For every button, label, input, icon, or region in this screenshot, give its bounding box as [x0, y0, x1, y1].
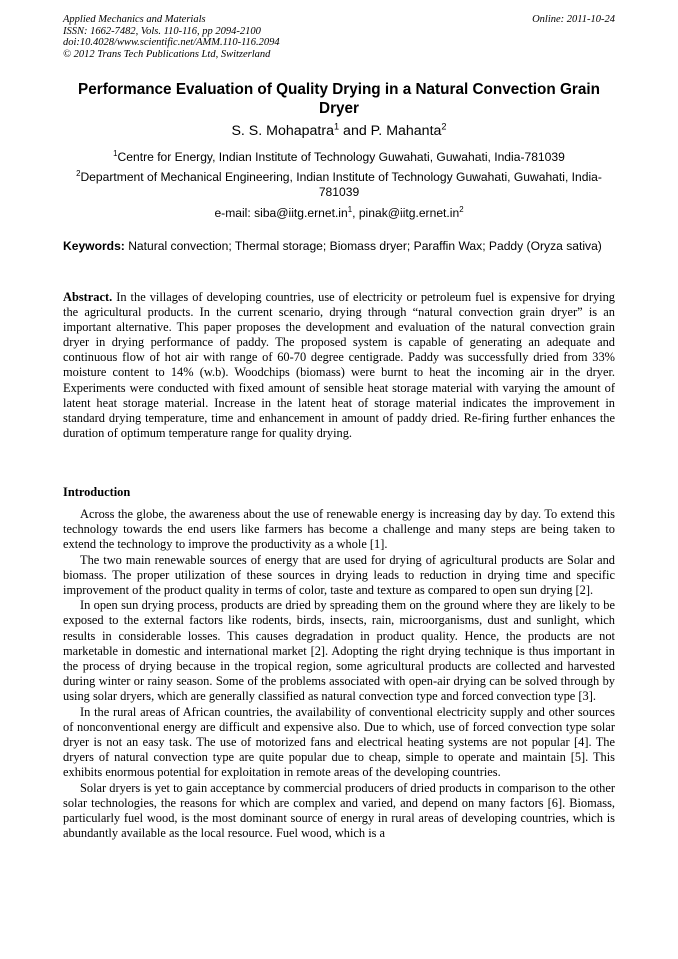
doi-line[interactable]: doi:10.4028/www.scientific.net/AMM.110-116.2094 — [63, 37, 280, 49]
intro-paragraph: In open sun drying process, products are dried by spreading them on the ground where they are likely to be exposed to the external factors like rodents, birds, insects, rain, microorganisms, dust and sunlight, which results in considerable losses. This causes degradation in product quality. Hence, the products are not marketable in domestic and international market [2]. Adopting the right drying technique is thus important in the process of drying because in the tropical region, some agricultural products are collected and harvested during winter or rainy season. Some of the problems associated with open-air drying can be solved through by using solar dryers, which are generally classified as natural convection type and forced convection type [3]. — [63, 598, 615, 704]
online-date: Online: 2011-10-24 — [532, 14, 615, 25]
affiliation-2-text: Department of Mechanical Engineering, Indian Institute of Technology Guwahati, Guwahati, India-781039 — [80, 170, 602, 199]
intro-paragraph: The two main renewable sources of energy that are used for drying of agricultural products are Solar and biomass. The proper utilization of these sources in drying leads to reduction in drying time and specific improvement of the product quality in terms of color, taste and texture as compared to open sun drying [2]. — [63, 552, 615, 598]
intro-paragraph: Solar dryers is yet to gain acceptance by commercial producers of dried products in comparison to the other solar technologies, the reasons for which are complex and varied, and depend on many factors [6]. Biomass, particularly fuel wood, is the most dominant source of energy in rural areas of developing countries, which is abundantly available as the local resource. Fuel wood, which is a — [63, 780, 615, 841]
email-1-mark: 1 — [347, 204, 353, 214]
affiliation-1-text: Centre for Energy, Indian Institute of Technology Guwahati, Guwahati, India-781039 — [117, 150, 565, 164]
keywords-label: Keywords: — [63, 239, 125, 253]
journal-header — [63, 14, 615, 60]
paper-title: Performance Evaluation of Quality Drying in a Natural Convection Grain Dryer — [78, 81, 600, 117]
keywords-block — [63, 239, 615, 254]
keywords-text: Natural convection; Thermal storage; Biomass dryer; Paraffin Wax; Paddy (Oryza sativa) — [124, 239, 602, 253]
email-1[interactable]: siba@iitg.ernet.in — [254, 206, 348, 220]
author-1-mark: 1 — [333, 121, 340, 132]
email-2[interactable]: pinak@iitg.ernet.in — [358, 206, 460, 220]
copyright-line: © 2012 Trans Tech Publications Ltd, Switzerland — [63, 48, 271, 60]
affiliation-2-mark: 2 — [76, 168, 81, 178]
intro-paragraph: Across the globe, the awareness about the use of renewable energy is increasing day by day. To extend this technology towards the end users like farmers has become a challenge and many steps are being taken to extend the technology to improve the productivity as a whole [1]. — [63, 507, 615, 552]
issn-line: ISSN: 1662-7482, Vols. 110-116, pp 2094-2100 — [63, 25, 261, 37]
author-2: P. Mahanta — [370, 123, 442, 139]
abstract-block — [63, 290, 615, 441]
affiliation-2 — [63, 170, 615, 200]
email-2-mark: 2 — [459, 204, 464, 214]
author-2-mark: 2 — [441, 121, 447, 132]
introduction-heading: Introduction — [63, 485, 131, 499]
email-prefix: e-mail: — [214, 206, 255, 220]
abstract-label: Abstract. — [63, 290, 113, 304]
abstract-text: In the villages of developing countries, use of electricity or petroleum fuel is expensive for drying the agricultural products. In the current scenario, drying through “natural convection grain dryer” is an important alternative. This paper proposes the development and evaluation of the natural convection grain dryer in drying performance of paddy. The proposed system is capable of generating an adequate and continuous flow of hot air with range of 60-70 degree centigrade. Paddy was successfully dried from 33% moisture content to 14% (w.b). Woodchips (biomass) were burnt to heat the incoming air in the dryer. Experiments were conducted with fixed amount of sensible heat storage material with varying the amount of latent heat storage material. Increase in the latent heat of storage material indicates the improvement in standard drying temperature, time and enhancement in amount of paddy dried. Re-firing further enhances the duration of optimum temperature range for quality drying. — [63, 290, 615, 440]
author-1: S. S. Mohapatra — [231, 123, 334, 139]
email-line — [63, 206, 615, 221]
email-separator: , — [352, 206, 359, 220]
introduction-body — [63, 507, 615, 841]
affiliation-1-mark: 1 — [113, 148, 118, 158]
affiliation-1 — [63, 150, 615, 165]
author-conjunction: and — [339, 123, 371, 139]
intro-paragraph: In the rural areas of African countries, the availability of conventional electricity supply and other sources of nonconventional energy are difficult and expensive also. Due to which, use of forced convection type solar dryer is not an easy task. The use of motorized fans and electrical heating systems are not popular [4]. The dryers of natural convection type are quite popular due to cheap, simple to operate and maintain [5]. This exhibits enormous potential for exploitation in remote areas of the developing countries. — [63, 704, 615, 780]
author-line — [63, 122, 615, 140]
journal-name: Applied Mechanics and Materials — [63, 14, 206, 25]
